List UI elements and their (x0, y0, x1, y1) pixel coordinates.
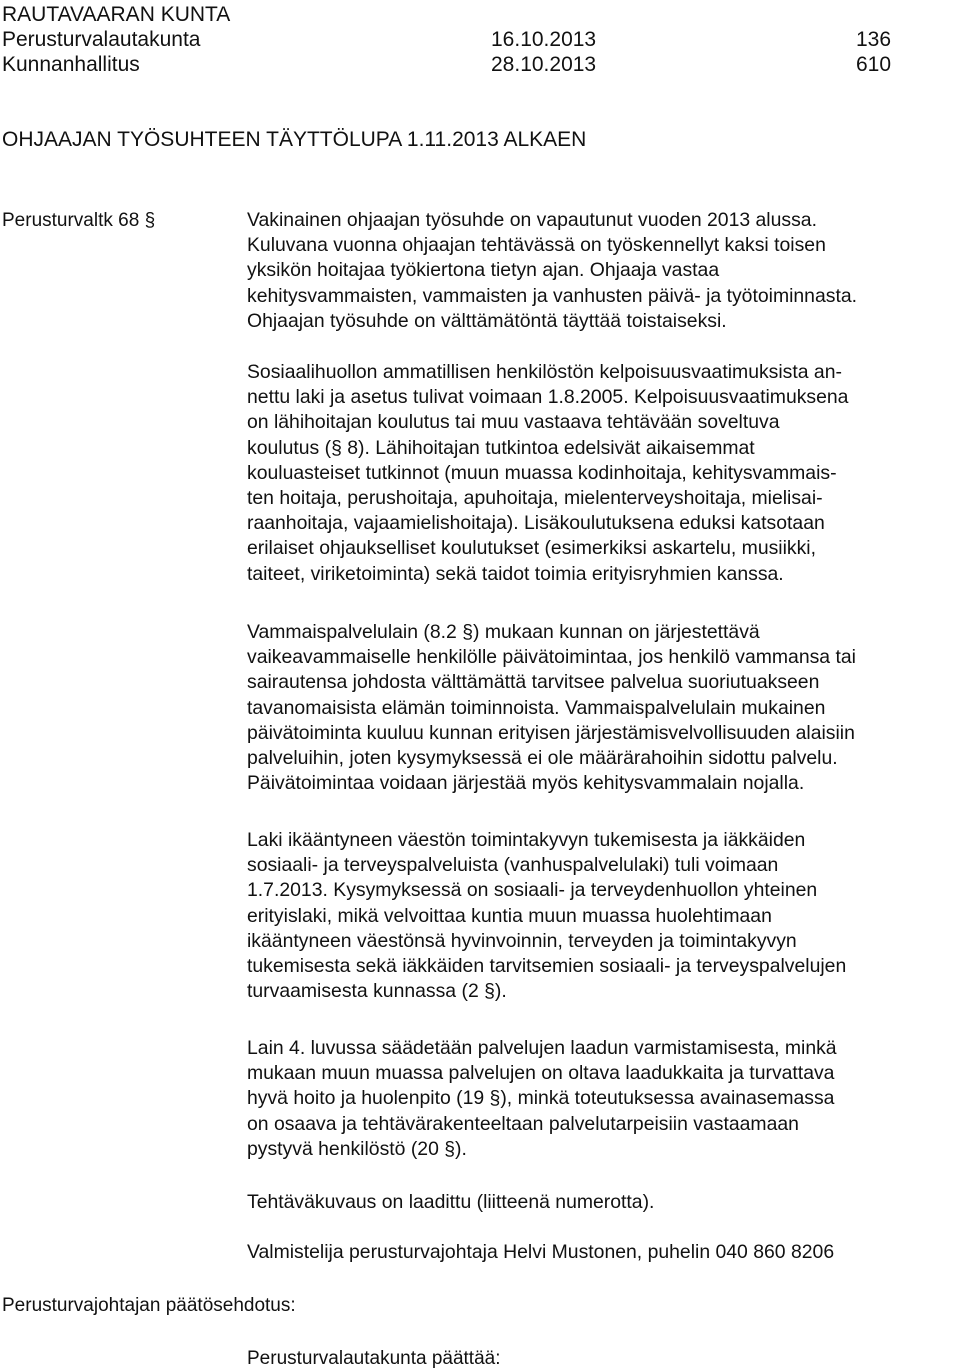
text-line: koulutus (§ 8). Lähihoitajan tutkintoa edelsivät aikaisemmat (247, 436, 755, 459)
text-line: Vakinainen ohjaajan työsuhde on vapautunut vuoden 2013 alussa. (247, 209, 817, 231)
text-line: on osaava ja tehtävärakenteeltaan palvelutarpeisiin vastaamaan (247, 1112, 799, 1135)
text-line: pystyvä henkilöstö (20 §). (247, 1137, 467, 1160)
text-line: kouluasteiset tutkinnot (muun muassa kodinhoitaja, kehitysvammais- (247, 461, 837, 484)
section-label: Perusturvaltk 68 § (2, 210, 156, 231)
decision-label: Perusturvalautakunta päättää: (247, 1348, 501, 1369)
text-line: päivätoiminta kuuluu kunnan erityisen järjestämisvelvollisuuden alaisiin (247, 721, 855, 744)
text-line: Ohjaajan työsuhde on välttämätöntä täyttää toistaiseksi. (247, 309, 727, 332)
text-line: Tehtäväkuvaus on laadittu (liitteenä numerotta). (247, 1191, 655, 1213)
text-line: Sosiaalihuollon ammatillisen henkilöstön kelpoisuusvaatimuksista an- (247, 361, 842, 383)
text-line: palveluihin, joten kysymyksessä ei ole määrärahoihin sidottu palvelu. (247, 747, 838, 770)
header-body-1: Perusturvalautakunta (2, 28, 201, 51)
paragraph-preparer (247, 1240, 937, 1265)
paragraph-disability-services (247, 620, 937, 796)
text-line: turvaamisesta kunnassa (2 §). (247, 980, 507, 1003)
text-line: mukaan muun muassa palvelujen on oltava laadukkaita ja turvattava (247, 1062, 835, 1085)
text-line: ten hoitaja, perushoitaja, apuhoitaja, mielenterveyshoitaja, mielisai- (247, 487, 823, 510)
text-line: Valmistelija perusturvajohtaja Helvi Mustonen, puhelin 040 860 8206 (247, 1241, 835, 1263)
text-line: Päivätoimintaa voidaan järjestää myös kehitysvammalain nojalla. (247, 772, 805, 795)
text-line: Laki ikääntyneen väestön toimintakyvyn tukemisesta ja iäkkäiden (247, 829, 806, 851)
paragraph-background (247, 208, 937, 334)
text-line: Kuluvana vuonna ohjaajan tehtävässä on työskennellyt kaksi toisen (247, 234, 826, 257)
text-line: yksikön hoitajaa työkiertona tietyn ajan. Ohjaaja vastaa (247, 259, 720, 282)
header-body-2: Kunnanhallitus (2, 53, 140, 76)
document-title: OHJAAJAN TYÖSUHTEEN TÄYTTÖLUPA 1.11.2013 ALKAEN (2, 128, 587, 151)
text-line: Vammaispalvelulain (8.2 §) mukaan kunnan on järjestettävä (247, 621, 760, 643)
paragraph-qualifications (247, 360, 937, 587)
text-line: 1.7.2013. Kysymyksessä on sosiaali- ja terveydenhuollon yhteinen (247, 879, 818, 902)
text-line: on lähihoitajan koulutus tai muu vastaava tehtävään soveltuva (247, 411, 780, 434)
header-number-2: 610 (856, 53, 892, 76)
text-line: erilaiset ohjaukselliset koulutukset (esimerkiksi askartelu, musiikki, (247, 537, 816, 560)
text-line: kehitysvammaisten, vammaisten ja vanhusten päivä- ja työtoiminnasta. (247, 284, 858, 307)
municipality-name: RAUTAVAARAN KUNTA (2, 3, 231, 26)
header-date-2: 28.10.2013 (491, 53, 597, 76)
text-line: sosiaali- ja terveyspalveluista (vanhuspalvelulaki) tuli voimaan (247, 854, 779, 877)
paragraph-elderly-services-act (247, 828, 937, 1004)
text-line: raanhoitaja, vajaamielishoitaja). Lisäkoulutuksena eduksi katsotaan (247, 512, 825, 535)
header-date-1: 16.10.2013 (491, 28, 597, 51)
text-line: erityislaki, mikä velvoittaa kuntia muun muassa huolehtimaan (247, 904, 772, 927)
text-line: ikääntyneen väestönsä hyvinvoinnin, terveyden ja toimintakyvyn (247, 929, 797, 952)
text-line: sairautensa johdosta välttämättä tarvitsee palvelua suoriutuakseen (247, 671, 820, 694)
paragraph-job-description (247, 1190, 937, 1215)
text-line: tukemisesta sekä iäkkäiden tarvitsemien sosiaali- ja terveyspalvelujen (247, 955, 847, 978)
text-line: taiteet, viriketoiminta) sekä taidot toimia erityisryhmien kanssa. (247, 562, 784, 585)
proposal-label: Perusturvajohtajan päätösehdotus: (2, 1295, 296, 1316)
text-line: tavanomaisista elämän toiminnoista. Vammaispalvelulain mukainen (247, 696, 826, 719)
text-line: nettu laki ja asetus tulivat voimaan 1.8.2005. Kelpoisuusvaatimuksena (247, 386, 849, 409)
header-number-1: 136 (856, 28, 892, 51)
paragraph-quality-assurance (247, 1036, 937, 1162)
text-line: Lain 4. luvussa säädetään palvelujen laadun varmistamisesta, minkä (247, 1037, 837, 1059)
text-line: vaikeavammaiselle henkilölle päivätoimintaa, jos henkilö vammansa tai (247, 646, 856, 669)
text-line: hyvä hoito ja huolenpito (19 §), minkä toteutuksessa avainasemassa (247, 1087, 835, 1110)
